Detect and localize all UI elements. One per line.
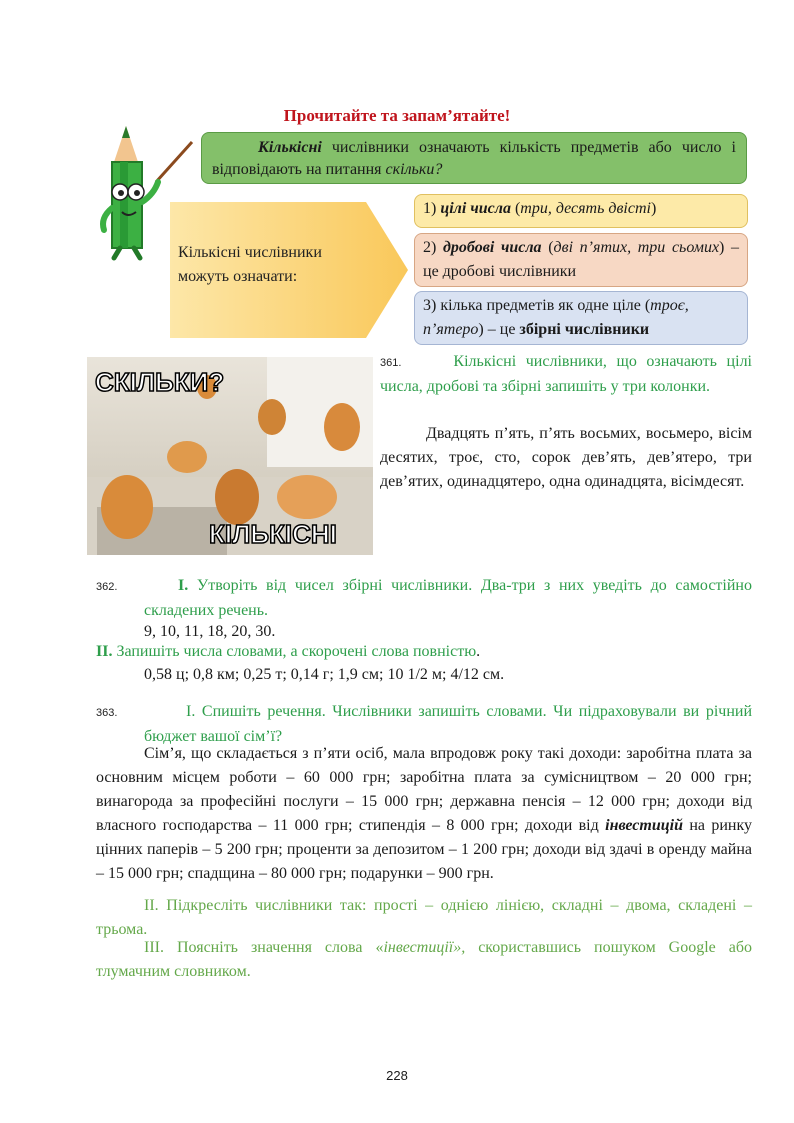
meaning-paren: (	[541, 239, 554, 256]
exercise-task: І. Спишіть речення. Числівники запишіть словами. Чи підраховували ви річний бюджет вашої сім’ї?	[144, 703, 752, 745]
highlighted-word: інвестицій	[605, 817, 683, 834]
meaning-box-fractional	[414, 233, 748, 287]
meaning-number: 2)	[423, 239, 443, 256]
exercise-task-end: скориставшись пошуком Google або тлумачним словником.	[96, 939, 752, 980]
meaning-paren-close: )	[650, 200, 657, 217]
part-label: ІІ.	[96, 643, 113, 660]
exercise-362-numbers: 9, 10, 11, 18, 20, 30.	[144, 623, 276, 640]
meaning-number: 3) кілька предметів як одне ціле (	[423, 297, 651, 314]
exercise-number: 361.	[380, 357, 402, 369]
definition-question: скільки?	[385, 161, 443, 178]
exercise-362-part2	[96, 640, 752, 664]
meaning-box-collective	[414, 291, 748, 345]
exercise-text: Сім’я, що складається з п’яти осіб, мала впродовж року такі доходи: заробітна плата за основним місцем роботи – 60 000 грн; заробітна плата за сумісництвом – 20 000 грн; винагорода за професійні послуги – 15 000 грн; державна пенсія – 12 000 грн; доходи від власного господарства – 11 000 грн; стипендія – 8 000 грн; доходи від	[96, 745, 752, 834]
exercise-361-text: Двадцять п’ять, п’ять восьмих, восьмеро, вісім десятих, троє, сто, сорок дев’ять, дев’ятеро, три дев’ятих, одинадцятеро, одна одинадцята, вісімдесят.	[380, 425, 752, 490]
exercise-number: 362.	[96, 581, 118, 593]
meaning-term: цілі числа	[440, 200, 511, 217]
can-mean-label: Кількісні числівники можуть означати:	[178, 244, 322, 285]
meaning-example: дві п’ятих, три сьомих	[553, 239, 720, 256]
exercise-361-task	[380, 350, 752, 399]
page-number: 228	[386, 1068, 408, 1083]
meaning-example: троє, п’ятеро	[423, 297, 689, 338]
photo-label-top: СКІЛЬКИ?	[95, 367, 225, 397]
exercise-task: ІІІ. Поясніть значення слова «	[144, 939, 384, 956]
exercise-task: Кількісні числівники, що означають цілі числа, дробові та збірні запишіть у три колонки.	[380, 353, 752, 395]
meaning-example: три, десять двісті	[520, 200, 651, 217]
section-heading: Прочитайте та запам’ятайте!	[283, 106, 511, 125]
part-label: І.	[178, 577, 189, 594]
exercise-362-values: 0,58 ц; 0,8 км; 0,25 т; 0,14 г; 1,9 см; 10 1/2 м; 4/12 см.	[144, 666, 505, 683]
exercise-task: Запишіть числа словами, а скорочені слова повністю	[112, 643, 477, 660]
photo-label-bottom: КІЛЬКІСНІ	[209, 519, 337, 549]
meaning-term: збірні числівники	[519, 321, 650, 338]
exercise-363-part2: ІІ. Підкресліть числівники так: прості – однією лінією, складні – двома, складені – трьома.	[96, 897, 752, 938]
meaning-term: дробові числа	[442, 239, 542, 256]
meaning-tail: ) – це	[478, 321, 520, 338]
exercise-text-end: на ринку цінних паперів – 5 200 грн; проценти за депозитом – 1 200 грн; доходи від здачі в оренду майна – 15 000 грн; спадщина – 80 000 грн; подарунки – 900 грн.	[96, 817, 752, 882]
cats-photo	[87, 357, 373, 555]
meaning-tail: ) – це дробові числівники	[423, 239, 740, 280]
meaning-number: 1)	[423, 200, 441, 217]
part-dot: .	[476, 643, 481, 660]
highlighted-word: інвестиції»,	[383, 939, 466, 956]
exercise-363-text	[96, 742, 752, 886]
definition-term: Кількісні	[258, 139, 322, 156]
exercise-362-part1	[96, 574, 752, 623]
exercise-task: Утворіть від чисел збірні числівники. Два-три з них уведіть до самостійно складених речень.	[144, 577, 752, 619]
meaning-paren: (	[510, 200, 521, 217]
definition-box	[201, 132, 747, 184]
exercise-number: 363.	[96, 707, 118, 719]
meaning-box-whole	[414, 194, 748, 228]
definition-text: числівники означають кількість предметів або число і відповідають на питання	[212, 139, 736, 178]
exercise-363-part3	[96, 936, 752, 984]
